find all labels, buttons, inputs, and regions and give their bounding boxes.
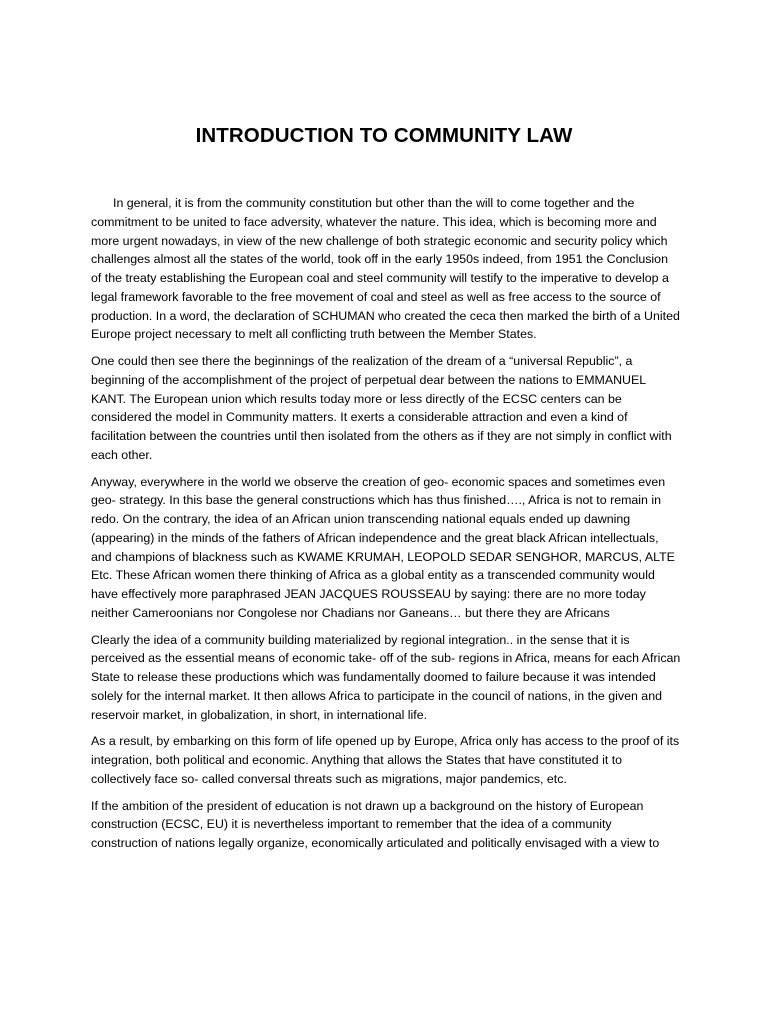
paragraph: Clearly the idea of a community building materialized by regional integration.. in the sense that it is perceived as the essential means of economic take- off of the sub- regions in Africa, means for each African State to release these productions which was fundamentally doomed to failure because it was intended solely for the internal market. It then allows Africa to participate in the council of nations, in the given and reservoir market, in globalization, in short, in international life. (91, 632, 681, 722)
document-title: INTRODUCTION TO COMMUNITY LAW (195, 124, 573, 147)
paragraph: One could then see there the beginnings of the realization of the dream of a “universal Republic”, a beginning of the accomplishment of the project of perpetual dear between the nations to EMMANUEL KANT. The European union which results today more or less directly of the ECSC centers can be considered the model in Community matters. It exerts a considerable attraction and even a kind of facilitation between the countries until then isolated from the others as if they are not simply in conflict with each other. (91, 354, 672, 462)
paragraph: In general, it is from the community constitution but other than the will to come together and the commitment to be united to face adversity, whatever the nature. This idea, which is becoming more and more urgent nowadays, in view of the new challenge of both strategic economic and security policy which challenges almost all the states of the world, took off in the early 1950s indeed, from 1951 the Conclusion of the treaty establishing the European coal and steel community will testify to the imperative to develop a legal framework favorable to the free movement of coal and steel as well as free access to the source of production. In a word, the declaration of SCHUMAN who created the ceca then marked the birth of a United Europe project necessary to melt all conflicting truth between the Member States. (91, 196, 680, 342)
document-body (91, 194, 681, 861)
paragraph: As a result, by embarking on this form of life opened up by Europe, Africa only has access to the proof of its integration, both political and economic. Anything that allows the States that have constituted it to collectively face so- called conversal threats such as migrations, major pandemics, etc. (91, 734, 680, 786)
paragraph: If the ambition of the president of education is not drawn up a background on the history of European construction (ECSC, EU) it is nevertheless important to remember that the idea of a community construction of nations legally organize, economically articulated and politically envisaged with a view to (91, 798, 660, 850)
paragraph: Anyway, everywhere in the world we observe the creation of geo- economic spaces and sometimes even geo- strategy. In this base the general constructions which has thus finished…., Africa is not to remain in redo. On the contrary, the idea of an African union transcending national equals ended up dawning (appearing) in the minds of the fathers of African independence and the great black African intellectuals, and champions of blackness such as KWAME KRUMAH, LEOPOLD SEDAR SENGHOR, MARCUS, ALTE Etc. These African women there thinking of Africa as a global entity as a transcended community would have effectively more paraphrased JEAN JACQUES ROUSSEAU by saying: there are no more today neither Cameroonians nor Congolese nor Chadians nor Ganeans… but there they are Africans (91, 474, 675, 620)
